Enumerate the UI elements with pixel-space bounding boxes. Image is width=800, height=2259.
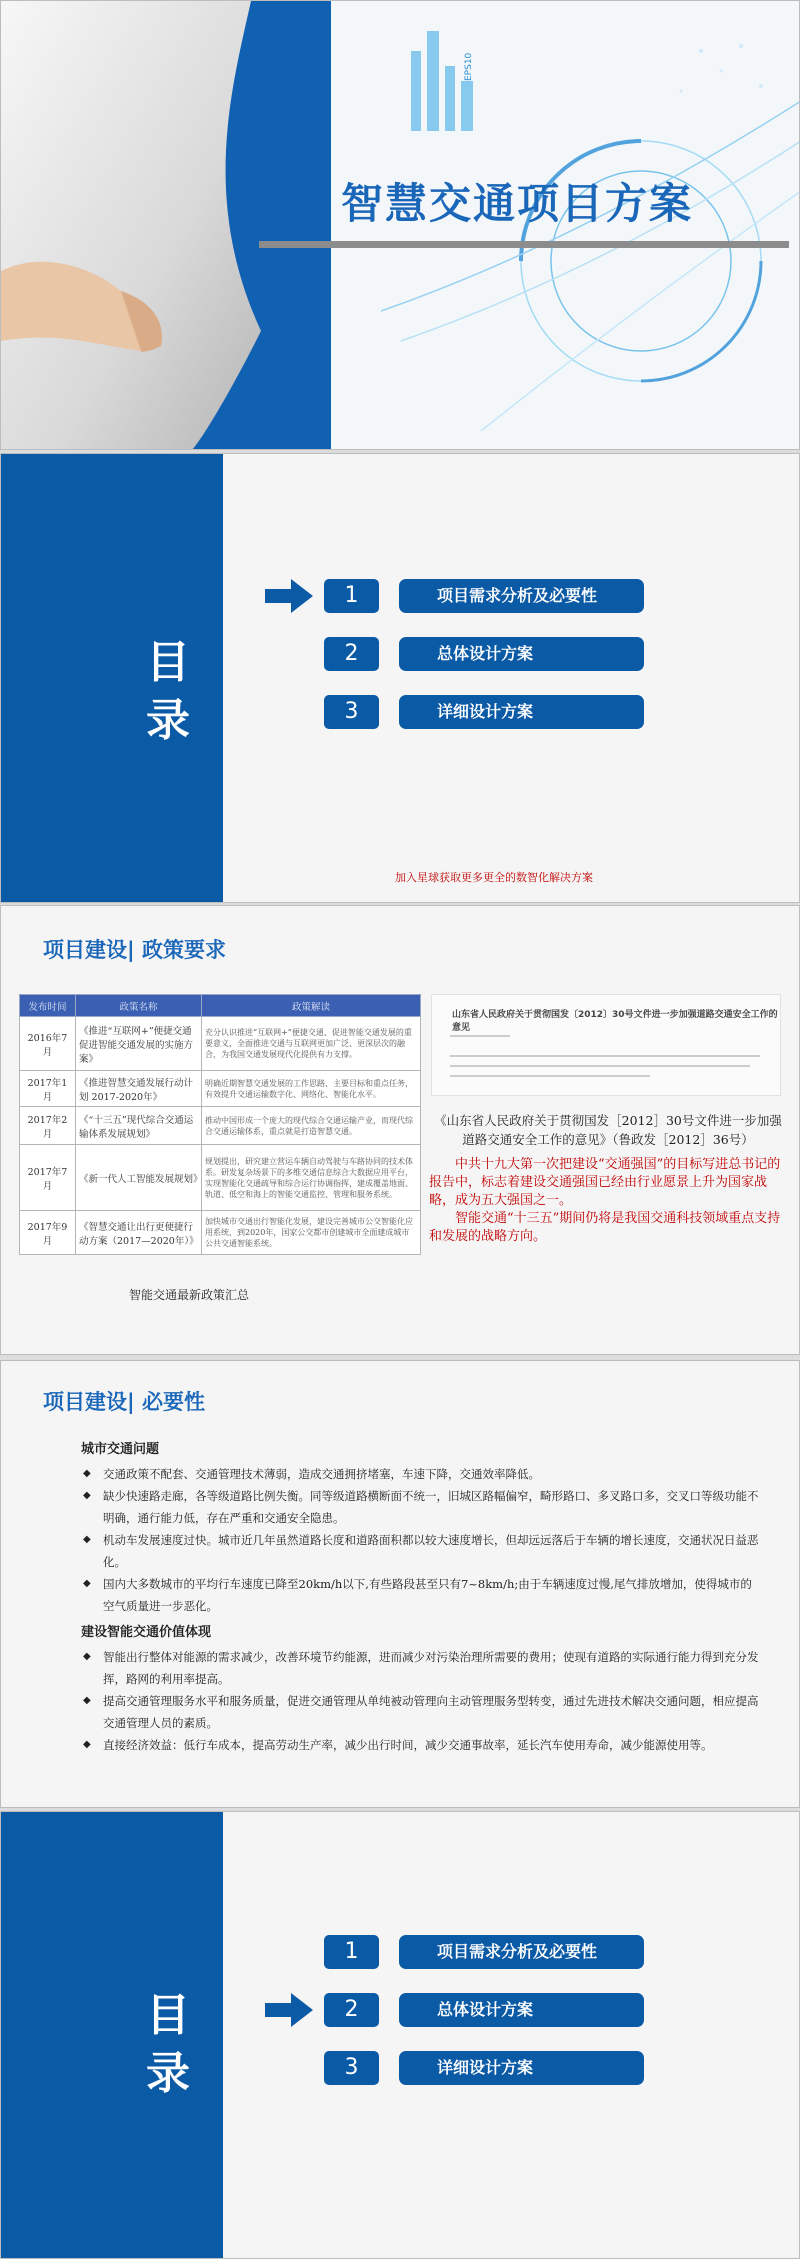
list-item-text: 交通政策不配套、交通管理技术薄弱，造成交通拥挤堵塞，车速下降，交通效率降低。 xyxy=(103,1467,540,1481)
toc-title: 目录 xyxy=(146,1990,190,2099)
document-line xyxy=(450,1075,650,1077)
list-item xyxy=(81,1485,761,1529)
section-title: 项目建设| 政策要求 xyxy=(43,938,226,962)
current-section-arrow-icon xyxy=(265,579,313,613)
toc-item-label: 总体设计方案 xyxy=(399,1993,644,2027)
toc-slide-1 xyxy=(0,453,800,903)
policy-slide xyxy=(0,905,800,1355)
highlight-paragraph: 中共十九大第一次把建设“交通强国”的目标写进总书记的报告中，标志着建设交通强国已经由行业愿景上升为国家战略，成为五大强国之一。 xyxy=(429,1157,781,1208)
table-row xyxy=(20,1211,421,1255)
toc-item-number: 2 xyxy=(324,1993,379,2027)
policy-date: 2016年7月 xyxy=(20,1017,76,1071)
list-item-text: 国内大多数城市的平均行车速度已降至20km/h以下,有些路段甚至只有7~8km/h;由于车辆速度过慢,尾气排放增加，使得城市的空气质量进一步恶化。 xyxy=(103,1577,752,1613)
toc-item-number: 1 xyxy=(324,1935,379,1969)
policy-name: 《推进“互联网+”便捷交通 促进智能交通发展的实施方案》 xyxy=(76,1017,202,1071)
toc-item-number: 3 xyxy=(324,695,379,729)
value-list xyxy=(81,1646,761,1756)
toc-item-number: 3 xyxy=(324,2051,379,2085)
diamond-bullet-icon: ◆ xyxy=(83,1578,91,1589)
issue-list xyxy=(81,1463,761,1617)
highlight-paragraph: 智能交通“十三五”期间仍将是我国交通科技领域重点支持和发展的战略方向。 xyxy=(429,1211,781,1244)
list-item xyxy=(81,1463,761,1485)
logo-text: EPS10 xyxy=(464,52,474,81)
page-curl-graphic xyxy=(1,1,331,450)
policy-name: 《新一代人工智能发展规划》 xyxy=(76,1145,202,1211)
policy-name: 《“十三五”现代综合交通运输体系发展规划》 xyxy=(76,1107,202,1145)
toc-slide-2 xyxy=(0,1811,800,2259)
document-screenshot xyxy=(431,994,781,1096)
subsection-heading: 城市交通问题 xyxy=(81,1442,160,1457)
cover-slide xyxy=(0,0,800,450)
policy-note: 规划提出，研究建立营运车辆自动驾驶与车路协同的技术体系。研发复杂场景下的多维交通信息综合大数据应用平台，实现智能化交通疏导和综合运行协调指挥，建成覆盖地面、轨道、低空和海上的智能交通监控、管理和服务系统。 xyxy=(202,1145,421,1211)
promo-footnote: 加入星球获取更多更全的数智化解决方案 xyxy=(395,871,593,884)
list-item-text: 机动车发展速度过快。城市近几年虽然道路长度和道路面积都以较大速度增长，但却远远落后于车辆的增长速度，交通状况日益恶化。 xyxy=(103,1533,759,1569)
cover-title: 智慧交通项目方案 xyxy=(341,179,694,228)
list-item xyxy=(81,1529,761,1573)
toc-item-number: 1 xyxy=(324,579,379,613)
necessity-body xyxy=(81,1436,761,1756)
column-header: 发布时间 xyxy=(20,995,76,1017)
subsection-heading: 建设智能交通价值体现 xyxy=(81,1625,212,1640)
title-underline xyxy=(259,241,789,248)
policy-note: 明确近期智慧交通发展的工作思路、主要目标和重点任务，有效提升交通运输数字化、网络化、智能化水平。 xyxy=(202,1071,421,1107)
document-title: 山东省人民政府关于贯彻国发〔2012〕30号文件进一步加强道路交通安全工作的意见 xyxy=(452,1010,778,1033)
document-line xyxy=(450,1065,750,1067)
table-caption: 智能交通最新政策汇总 xyxy=(129,1288,250,1302)
policy-name: 《智慧交通让出行更便捷行动方案（2017—2020年）》 xyxy=(76,1211,202,1255)
policy-name: 《推进智慧交通发展行动计划 2017-2020年》 xyxy=(76,1071,202,1107)
toc-item-label: 项目需求分析及必要性 xyxy=(399,579,644,613)
table-header-row xyxy=(20,995,421,1017)
highlight-text xyxy=(429,1156,785,1246)
policy-table xyxy=(19,994,421,1255)
list-item xyxy=(81,1690,761,1734)
policy-date: 2017年1月 xyxy=(20,1071,76,1107)
table-row xyxy=(20,1107,421,1145)
toc-item-label: 项目需求分析及必要性 xyxy=(399,1935,644,1969)
policy-date: 2017年2月 xyxy=(20,1107,76,1145)
diamond-bullet-icon: ◆ xyxy=(83,1739,91,1750)
list-item xyxy=(81,1573,761,1617)
diamond-bullet-icon: ◆ xyxy=(83,1695,91,1706)
table-row xyxy=(20,1145,421,1211)
toc-item-label: 详细设计方案 xyxy=(399,2051,644,2085)
document-line xyxy=(450,1055,760,1057)
diamond-bullet-icon: ◆ xyxy=(83,1651,91,1662)
policy-note: 加快城市交通出行智能化发展，建设完善城市公交智能化应用系统，到2020年，国家公交都市创建城市全面建成城市公共交通智能系统。 xyxy=(202,1211,421,1255)
necessity-slide xyxy=(0,1360,800,1808)
section-title: 项目建设| 必要性 xyxy=(43,1390,205,1414)
list-item xyxy=(81,1646,761,1690)
policy-date: 2017年7月 xyxy=(20,1145,76,1211)
toc-title: 目录 xyxy=(146,637,190,746)
diamond-bullet-icon: ◆ xyxy=(83,1490,91,1501)
column-header: 政策解读 xyxy=(202,995,421,1017)
list-item-text: 智能出行整体对能源的需求减少，改善环境节约能源，进而减少对污染治理所需要的费用；使现有道路的实际通行能力得到充分发挥，路网的利用率提高。 xyxy=(103,1650,759,1686)
table-row xyxy=(20,1017,421,1071)
list-item-text: 提高交通管理服务水平和服务质量，促进交通管理从单纯被动管理向主动管理服务型转变，通过先进技术解决交通问题，相应提高交通管理人员的素质。 xyxy=(103,1694,759,1730)
list-item-text: 直接经济效益：低行车成本，提高劳动生产率，减少出行时间，减少交通事故率，延长汽车使用寿命，减少能源使用等。 xyxy=(103,1738,713,1752)
current-section-arrow-icon xyxy=(265,1993,313,2027)
diamond-bullet-icon: ◆ xyxy=(83,1534,91,1545)
toc-item-number: 2 xyxy=(324,637,379,671)
diamond-bullet-icon: ◆ xyxy=(83,1468,91,1479)
list-item xyxy=(81,1734,761,1756)
policy-note: 充分认识推进“互联网+”便捷交通、促进智能交通发展的重要意义，全面推进交通与互联网更加广泛、更深层次的融合，为我国交通发展现代化提供有力支撑。 xyxy=(202,1017,421,1071)
policy-note: 推动中国形成一个庞大的现代综合交通运输产业，而现代综合交通运输体系，重点就是打造智慧交通。 xyxy=(202,1107,421,1145)
document-line xyxy=(450,1035,510,1037)
policy-date: 2017年9月 xyxy=(20,1211,76,1255)
list-item-text: 缺少快速路走廊，各等级道路比例失衡。同等级道路横断面不统一，旧城区路幅偏窄，畸形路口、多叉路口多，交叉口等级功能不明确，通行能力低，存在严重和交通安全隐患。 xyxy=(103,1489,759,1525)
column-header: 政策名称 xyxy=(76,995,202,1017)
table-row xyxy=(20,1071,421,1107)
toc-item-label: 总体设计方案 xyxy=(399,637,644,671)
document-caption: 《山东省人民政府关于贯彻国发［2012］30号文件进一步加强道路交通安全工作的意见》（鲁政发［2012］36号） xyxy=(434,1113,782,1147)
toc-item-label: 详细设计方案 xyxy=(399,695,644,729)
